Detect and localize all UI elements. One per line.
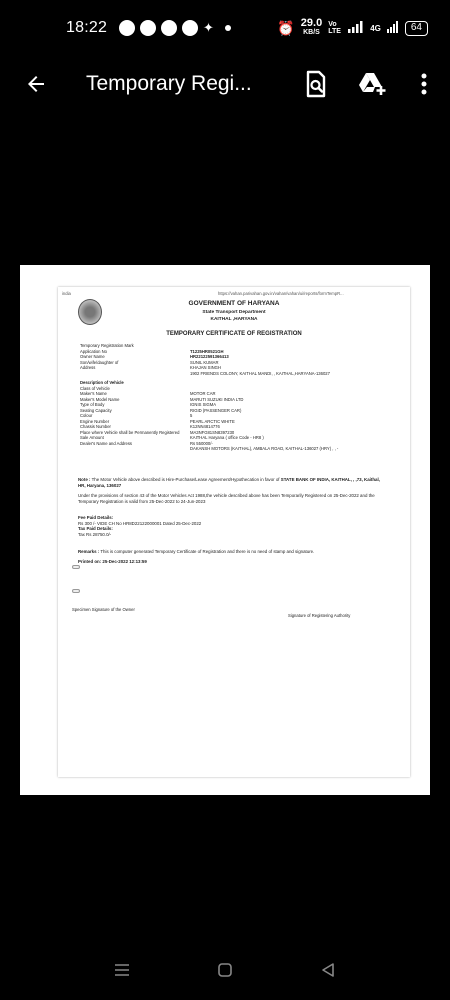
home-button[interactable] [205, 950, 245, 990]
vehicle-section-title: Description of Vehicle [80, 380, 124, 385]
back-button[interactable] [308, 950, 348, 990]
printed-on: Printed on: 25-Dec-2022 12:13:59 [78, 559, 147, 564]
more-notifications-dot-icon [225, 25, 231, 31]
remarks [78, 549, 388, 565]
document-viewer[interactable] [20, 265, 430, 795]
field-value: SUNIL KUMAR [190, 359, 219, 365]
field-label: Colour [80, 413, 93, 418]
recents-icon [114, 963, 130, 977]
drive-add-icon [357, 71, 387, 97]
fee-details [78, 515, 388, 537]
field-value: KAITHAL Haryana ( office Code - HR8 ) [190, 435, 264, 440]
fee-title: Fee Paid Details: [78, 515, 114, 520]
alarm-icon: ⏰ [277, 19, 295, 36]
registration-fields [80, 343, 400, 452]
play-icon [182, 20, 198, 36]
back-arrow-button[interactable] [8, 56, 64, 112]
whatsapp-icon [119, 20, 135, 36]
field-label: Seating Capacity [80, 407, 112, 413]
field-label: Dealer's Name and Address [80, 440, 133, 446]
document-title: Temporary Regi... [86, 72, 252, 95]
field-row [80, 446, 400, 452]
search-in-document-button[interactable] [294, 62, 338, 106]
field-label: Maker's Model Name [80, 396, 120, 402]
status-bar [0, 0, 450, 56]
signal-icon [348, 21, 364, 36]
field-value: IGNIS SIGMA [190, 402, 217, 407]
field-value: 1902 FRIENDS COLONY, KAITHAL MANDI, , KAITHAL,HARYANA-136027 [190, 370, 330, 376]
field-value: MOTOR CAR [190, 391, 216, 396]
gov-title: GOVERNMENT OF HARYANA [188, 300, 280, 307]
field-value: RIGID (PASSENGER CAR) [190, 407, 242, 413]
field-label: Engine Number [80, 418, 110, 424]
field-value: MA3NFG81SN8397230 [190, 429, 235, 435]
field-label: Temporary Registration Mark [80, 343, 134, 348]
battery-icon: 64 [405, 21, 428, 36]
remarks-text: This is computer generated Temporary Certificate of Registration and there is no need of stamp and signature. [100, 549, 315, 554]
remarks-lead: Remarks : [78, 549, 100, 554]
field-value: HR22122591366413 [190, 354, 229, 359]
whatsapp-business-icon [140, 20, 156, 36]
field-value: DAKANSH MOTORS (KAITHAL), AMBALA ROAD, KAITHAL-136027 (HRY) , , - [190, 446, 339, 451]
field-label: Owner Name [80, 354, 105, 359]
field-value: T1225HR0521GH [190, 348, 224, 354]
network-speed [301, 19, 322, 37]
city: KAITHAL ,HARYANA [210, 317, 258, 322]
field-label: Type of Body [80, 402, 105, 407]
app-notification-icon: ✦ [203, 20, 214, 35]
speed-unit: KB/S [303, 29, 320, 36]
field-value: 5 [190, 413, 193, 418]
tax-title: Tax Paid Details: [78, 526, 113, 531]
field-label: Sale Amount [80, 435, 104, 440]
more-options-button[interactable] [402, 62, 446, 106]
status-right [277, 19, 428, 37]
field-value: MARUTI SUZUKI INDIA LTD [190, 396, 244, 402]
system-nav-bar [0, 940, 450, 1000]
notification-icons [119, 20, 231, 36]
network-gen: 4G [370, 23, 381, 33]
note-bank: STATE BANK OF INDIA, KAITHAL, , ,73, Kaithal, HR, Haryana, 136027 [78, 477, 380, 488]
back-arrow-icon [24, 72, 48, 96]
authority-signature-label: Signature of Registering Authority [288, 613, 351, 618]
field-label: Chassis Number [80, 424, 111, 429]
field-label: Maker's Name [80, 391, 107, 396]
signal2-icon [387, 21, 399, 36]
phone-icon [161, 20, 177, 36]
department: State Transport Department [202, 310, 266, 315]
field-row [80, 371, 400, 377]
document-page [58, 287, 410, 777]
app-bar [0, 56, 450, 112]
owner-signature-label: Specimen Signature of the Owner [72, 607, 135, 612]
fee-value: Rs 300 /- VIDE CH No HR8D22122000001 Dated 25-Dec-2022 [78, 520, 202, 526]
field-label: Class of Vehicle [80, 385, 110, 391]
field-value: K12NN4814776 [190, 424, 220, 429]
status-time: 18:22 [66, 19, 108, 36]
field-label: Application No [80, 348, 108, 354]
field-label [80, 446, 190, 452]
more-vert-icon [421, 73, 427, 95]
field-label: Place where Vehicle shall be Permanently Registered [80, 429, 180, 435]
search-document-icon [304, 70, 328, 98]
add-to-drive-button[interactable] [350, 62, 394, 106]
note-text: The Motor Vehicle above described is Hire-Purchase/Lease Agreement/Hypothecation in favor of [91, 477, 280, 482]
field-label: Son/wife/daughter of [80, 359, 119, 365]
field-value: PEARL ARCTIC WHITE [190, 418, 235, 424]
volte-badge: Vo LTE [328, 21, 341, 35]
staple-mark-icon [72, 565, 80, 569]
page-header-left: india [62, 291, 71, 296]
note-validity: Under the provisions of section 43 of the Motor Vehicles Act 1988,the vehicle described above has been Temporarily Registered on 25-Dec-2022 and the Temporary Registration is valid from 25-Dec-2022 to 24-Jun-2023 [78, 493, 375, 504]
note-lead: Note : [78, 477, 91, 482]
hypothecation-note [78, 477, 388, 505]
home-icon [217, 962, 233, 978]
speed-value: 29.0 [300, 17, 323, 29]
field-value: KHAJAN SINGH [190, 365, 221, 370]
back-icon [320, 962, 336, 978]
field-label [80, 371, 190, 377]
field-label: Address [80, 365, 96, 370]
page-header-url: https://vahan.parivahan.gov.in/vahan/vahan/ui/reports/formTempR... [218, 291, 344, 296]
staple-mark-icon [72, 589, 80, 593]
recents-button[interactable] [102, 950, 142, 990]
certificate-title: TEMPORARY CERTIFICATE OF REGISTRATION [166, 331, 302, 337]
tax-value: Tax Rs 28750.0/- [78, 531, 112, 537]
field-value: Rs 550000/- [190, 440, 213, 446]
